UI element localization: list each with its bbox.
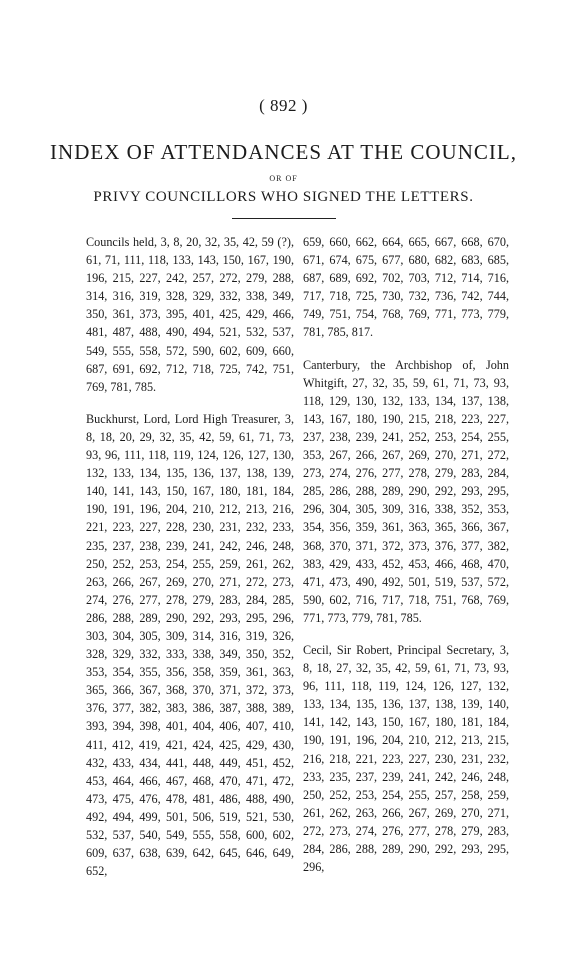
page-title: INDEX OF ATTENDANCES AT THE COUNCIL,	[50, 140, 517, 164]
title-divider	[232, 218, 336, 219]
subtitle-connector: OR OF	[269, 174, 298, 183]
index-entry-cecil: Cecil, Sir Robert, Principal Secretary, 3, 8, 18, 27, 32, 35, 42, 59, 61, 71, 73, 93, 96, 111, 118, 119, 124, 126, 127, 132, 133, 134, 135, 136, 137, 138, 139, 140, 141, 142, 143, 150, 167, 180, 181, 184, 190, 191, 196, 204, 210, 212, 213, 215, 216, 218, 221, 223, 227, 230, 231, 232, 233, 235, 237, 239, 241, 242, 246, 248, 250, 252, 253, 254, 255, 257, 258, 259, 261, 262, 263, 266, 267, 269, 270, 271, 272, 273, 274, 276, 277, 278, 279, 283, 284, 286, 288, 289, 290, 292, 293, 295, 296,	[303, 642, 509, 875]
index-entry-councils-held: Councils held, 3, 8, 20, 32, 35, 42, 59 (?), 61, 71, 111, 118, 133, 143, 150, 167, 190, 196, 215, 227, 242, 257, 272, 279, 288, 314, 316, 319, 328, 329, 332, 338, 349, 350, 361, 373, 395, 401, 425, 429, 466, 481, 487, 488, 490, 494, 521, 532, 537, 549, 555, 558, 572, 590, 602, 609, 660, 687, 691, 692, 712, 718, 725, 742, 751, 769, 781, 785.	[86, 235, 294, 394]
page-subtitle: PRIVY COUNCILLORS WHO SIGNED THE LETTERS.	[93, 189, 474, 205]
right-column	[303, 233, 509, 890]
index-entry-canterbury: Canterbury, the Archbishop of, John Whitgift, 27, 32, 35, 59, 61, 71, 73, 93, 118, 129, 130, 132, 133, 134, 137, 138, 143, 167, 180, 190, 215, 218, 223, 227, 237, 238, 239, 241, 252, 253, 254, 255, 353, 267, 266, 267, 269, 270, 271, 272, 273, 274, 276, 277, 278, 279, 283, 284, 285, 286, 288, 289, 290, 292, 293, 295, 296, 304, 305, 309, 316, 338, 352, 353, 354, 356, 359, 361, 363, 365, 366, 367, 368, 370, 371, 372, 373, 376, 377, 382, 383, 429, 433, 452, 453, 466, 468, 470, 471, 473, 490, 492, 501, 519, 537, 572, 590, 602, 716, 717, 718, 751, 768, 769, 771, 773, 779, 781, 785.	[303, 357, 509, 625]
index-entry-buckhurst-continued: 659, 660, 662, 664, 665, 667, 668, 670, 671, 674, 675, 677, 680, 682, 683, 685, 687, 689, 692, 702, 703, 712, 714, 716, 717, 718, 725, 730, 732, 736, 742, 744, 749, 751, 754, 768, 769, 771, 773, 779, 781, 785, 817.	[303, 235, 509, 340]
index-entry-buckhurst: Buckhurst, Lord, Lord High Treasurer, 3, 8, 18, 20, 29, 32, 35, 42, 59, 61, 71, 73, 93, 96, 111, 118, 119, 124, 126, 127, 130, 132, 133, 134, 135, 136, 137, 138, 139, 140, 141, 143, 150, 167, 180, 181, 184, 190, 191, 196, 204, 210, 212, 213, 216, 221, 223, 227, 228, 230, 231, 232, 233, 235, 237, 238, 239, 241, 242, 246, 248, 250, 252, 253, 254, 255, 259, 261, 262, 263, 266, 267, 269, 270, 271, 272, 273, 274, 276, 277, 278, 279, 283, 284, 285, 286, 288, 289, 290, 292, 293, 295, 296, 303, 304, 305, 309, 314, 316, 319, 326, 328, 329, 332, 333, 338, 349, 350, 352, 353, 354, 355, 356, 358, 359, 361, 363, 365, 366, 367, 368, 370, 371, 372, 373, 376, 377, 382, 383, 386, 387, 388, 389, 393, 394, 398, 401, 404, 406, 407, 410, 411, 412, 419, 421, 424, 425, 429, 430, 432, 433, 434, 441, 448, 449, 451, 452, 453, 464, 466, 467, 468, 470, 471, 472, 473, 475, 476, 478, 481, 486, 488, 490, 492, 494, 499, 501, 506, 519, 521, 530, 532, 537, 540, 549, 555, 558, 600, 602, 609, 637, 638, 639, 642, 645, 646, 649, 652,	[86, 411, 294, 879]
page-number: ( 892 )	[259, 96, 308, 115]
left-column	[86, 233, 294, 894]
